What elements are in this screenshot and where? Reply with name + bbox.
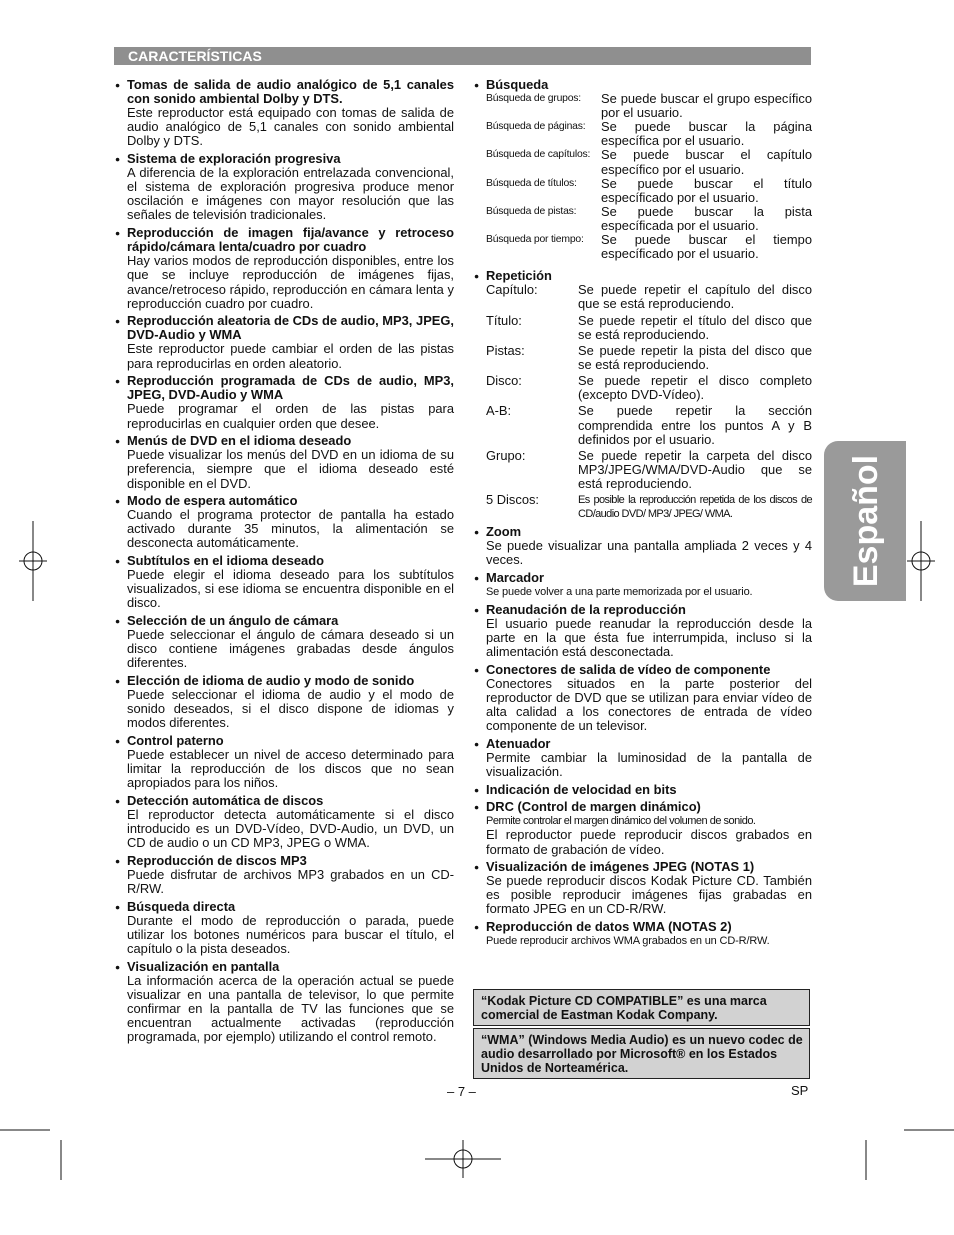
feature-title: ● DRC (Control de margen dinámico) xyxy=(474,800,812,814)
language-label-text: Español xyxy=(847,454,885,588)
feature-title: ● Búsqueda xyxy=(474,78,812,92)
feature-title: ● Visualización en pantalla xyxy=(115,960,454,974)
feature-title: ● Zoom xyxy=(474,525,812,539)
feature-description-extra: El reproductor puede reproducir discos grabados en formato de grabación de vídeo. xyxy=(486,827,812,857)
feature-title: ● Reanudación de la reproducción xyxy=(474,603,812,617)
feature-title: ● Reproducción de imagen fija/avance y retroceso rápido/cámara lenta/cuadro por cuadro xyxy=(115,226,454,254)
feature-description: A diferencia de la exploración entrelazada convencional, el sistema de exploración progresiva produce menor oscilación e imágenes con mayor resolución que las señales de televisión tradicionales. xyxy=(127,165,454,223)
row-description: Se puede buscar la pista específicada por el usuario. xyxy=(601,203,812,233)
row-description: Se puede repetir la carpeta del disco MP3/JPEG/WMA/DVD-Audio que se está reproduciendo. xyxy=(578,447,812,491)
section-title: CARACTERÍSTICAS xyxy=(128,48,262,64)
feature-title: ● Marcador xyxy=(474,571,812,585)
row-description: Se puede buscar la página específica por el usuario. xyxy=(601,119,812,149)
region-code: SP xyxy=(791,1083,809,1098)
row-label: A-B: xyxy=(486,403,512,419)
row-label: Grupo: xyxy=(486,447,526,463)
wma-trademark-note: “WMA” (Windows Media Audio) es un nuevo codec de audio desarrollado por Microsoft® en los Estados Unidos de Norteamérica. xyxy=(473,1028,810,1079)
feature-title: ● Menús de DVD en el idioma deseado xyxy=(115,434,454,448)
row-label: 5 Discos: xyxy=(486,492,540,508)
feature-description: Puede disfrutar de archivos MP3 grabados en un CD-R/RW. xyxy=(127,867,454,897)
row-description: Se puede repetir el capítulo del disco que se está reproduciendo. xyxy=(578,282,812,312)
row-label: Capítulo: xyxy=(486,282,538,298)
feature-title: ● Detección automática de discos xyxy=(115,794,454,808)
feature-description: El usuario puede reanudar la reproducción desde la parte en la que ésta fue interrumpida, incluso si la alimentación está desconectada. xyxy=(486,615,812,659)
row-description: Se puede repetir la sección comprendida entre los puntos A y B definidos por el usuario. xyxy=(578,403,812,447)
feature-title: ● Reproducción programada de CDs de audio, MP3, JPEG, DVD-Audio y WMA xyxy=(115,374,454,402)
feature-title: ● Indicación de velocidad en bits xyxy=(474,783,812,797)
feature-title: ● Selección de un ángulo de cámara xyxy=(115,614,454,628)
row-label: Búsqueda de capítulos: xyxy=(486,149,591,161)
feature-title: ● Reproducción de discos MP3 xyxy=(115,854,454,868)
feature-title: ● Elección de idioma de audio y modo de sonido xyxy=(115,674,454,688)
feature-title: ● Atenuador xyxy=(474,737,812,751)
row-label: Título: xyxy=(486,312,522,328)
feature-description: Se puede visualizar una pantalla ampliada 2 veces y 4 veces. xyxy=(486,538,812,568)
feature-title: ● Búsqueda directa xyxy=(115,900,454,914)
feature-description: Se puede volver a una parte memorizada por el usuario. xyxy=(486,585,753,598)
feature-description: El reproductor detecta automáticamente si el disco introducido es un DVD-Vídeo, DVD-Audio, un DVD, un CD de audio o un CD MP3, JPEG o WMA. xyxy=(127,807,454,851)
feature-description: Puede visualizar los menús del DVD en un idioma de su preferencia, siempre que el idioma deseado esté disponible en el DVD. xyxy=(127,447,454,491)
row-label: Búsqueda de grupos: xyxy=(486,93,581,105)
feature-description: Puede seleccionar el idioma de audio y el modo de sonido deseados, si el disco dispone de idiomas y modos diferentes. xyxy=(127,687,454,731)
page-number: – 7 – xyxy=(447,1084,476,1099)
row-description: Se puede repetir el título del disco que se está reproduciendo. xyxy=(578,312,812,342)
feature-title: ● Modo de espera automático xyxy=(115,494,454,508)
feature-description: Permite controlar el margen dinámico del volumen de sonido. xyxy=(486,815,756,828)
feature-title: ● Subtítulos en el idioma deseado xyxy=(115,554,454,568)
row-label: Disco: xyxy=(486,373,522,389)
feature-description: Durante el modo de reproducción o parada, puede utilizar los botones numéricos para buscar el título, el capítulo o la pista deseados. xyxy=(127,912,454,957)
feature-title: ● Repetición xyxy=(474,269,812,283)
feature-description: Permite cambiar la luminosidad de la pantalla de visualización. xyxy=(486,749,812,779)
feature-description: Puede elegir el idioma deseado para los subtítulos visualizados, si ese idioma se encuentra disponible en el disco. xyxy=(127,567,454,611)
kodak-trademark-note: “Kodak Picture CD COMPATIBLE” es una marca comercial de Eastman Kodak Company. xyxy=(473,989,810,1026)
feature-description: Puede establecer un nivel de acceso determinado para limitar la reproducción de los discos que no sean apropiados para los niños. xyxy=(127,747,454,791)
feature-description: Este reproductor está equipado con tomas de salida de audio analógico de 5,1 canales con sonido ambiental Dolby y DTS. xyxy=(127,105,454,149)
feature-description: Este reproductor puede cambiar el orden de las pistas para reproducirlas en orden aleatorio. xyxy=(127,341,454,371)
feature-description: Cuando el programa protector de pantalla ha estado activado durante 35 minutos, la alimentación se desconecta automáticamente. xyxy=(127,507,454,551)
feature-title: ● Reproducción de datos WMA (NOTAS 2) xyxy=(474,920,812,934)
feature-description: Puede seleccionar el ángulo de cámara deseado si un disco contiene imágenes grabadas desde ángulos diferentes. xyxy=(127,627,454,671)
feature-description: Puede reproducir archivos WMA grabados en un CD-R/RW. xyxy=(486,935,770,948)
row-description: Se puede buscar el título específicado por el usuario. xyxy=(601,175,812,205)
row-description: Se puede buscar el tiempo específicado por el usuario. xyxy=(601,232,812,262)
feature-title: ● Visualización de imágenes JPEG (NOTAS 1) xyxy=(474,860,812,874)
feature-title: ● Control paterno xyxy=(115,734,454,748)
row-description: Es posible la reproducción repetida de los discos de CD/audio DVD/ MP3/ JPEG/ WMA. xyxy=(578,494,812,521)
row-description: Se puede repetir la pista del disco que se está reproduciendo. xyxy=(578,342,812,372)
feature-description: Puede programar el orden de las pistas para reproducirlas en cualquier orden que desee. xyxy=(127,401,454,431)
row-description: Se puede buscar el grupo específico por el usuario. xyxy=(601,91,812,121)
row-label: Búsqueda de páginas: xyxy=(486,121,586,133)
feature-title: ● Conectores de salida de vídeo de componente xyxy=(474,663,812,677)
row-label: Búsqueda por tiempo: xyxy=(486,234,584,246)
feature-title: ● Tomas de salida de audio analógico de 5,1 canales con sonido ambiental Dolby y DTS. xyxy=(115,78,454,106)
row-description: Se puede buscar el capítulo específico por el usuario. xyxy=(601,147,812,177)
feature-description: Conectores situados en la parte posterior del reproductor de DVD que se utilizan para enviar vídeo de alta calidad a los conectores de entrada de vídeo componente de un televisor. xyxy=(486,675,812,733)
row-label: Búsqueda de pistas: xyxy=(486,205,577,217)
feature-description: Hay varios modos de reproducción disponibles, entre los que se incluye reproducción de imágenes fijas, avance/retroceso rápido, reproducción en cámara lenta y reproducción cuadro por cuadro. xyxy=(127,253,454,311)
feature-title: ● Sistema de exploración progresiva xyxy=(115,152,454,166)
row-label: Búsqueda de títulos: xyxy=(486,177,577,189)
row-description: Se puede repetir el disco completo (excepto DVD-Vídeo). xyxy=(578,373,812,403)
feature-description: La información acerca de la operación actual se puede visualizar en una pantalla de televisor, lo que permite confirmar en la pantalla de TV las funciones que se encuentran actualmente activadas (reproducción programada, por ejemplo) utilizando el control remoto. xyxy=(127,972,454,1045)
feature-description: Se puede reproducir discos Kodak Picture CD. También es posible reproducir imágenes fijas grabadas en formato JPEG en un CD-R/RW. xyxy=(486,873,812,917)
feature-title: ● Reproducción aleatoria de CDs de audio, MP3, JPEG, DVD-Audio y WMA xyxy=(115,314,454,342)
row-label: Pistas: xyxy=(486,342,525,358)
